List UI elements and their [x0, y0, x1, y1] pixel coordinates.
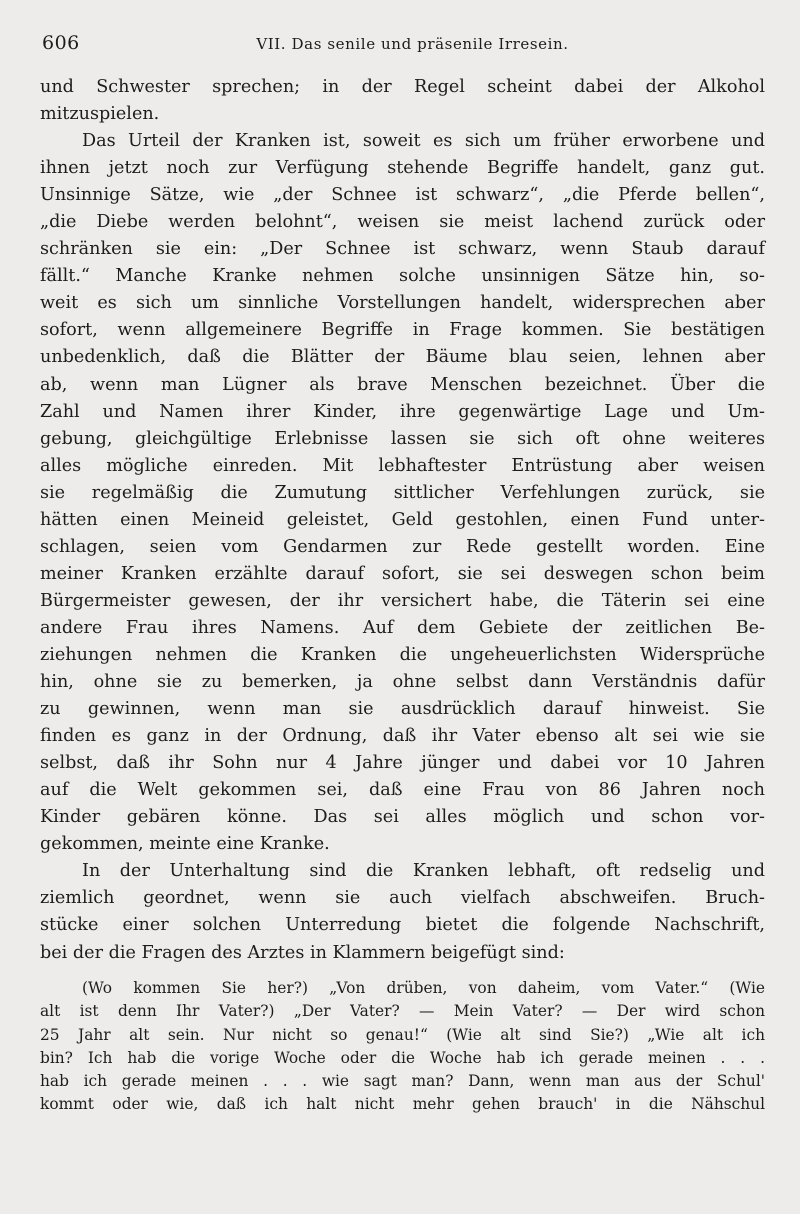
text-line: weit es sich um sinnliche Vorstellungen handelt, widersprechen aber: [40, 293, 765, 314]
running-head: VII. Das senile und präsenile Irresein.: [256, 35, 569, 53]
text-line: schlagen, seien vom Gendarmen zur Rede gestellt worden. Eine: [40, 536, 765, 557]
text-line: finden es ganz in der Ordnung, daß ihr Vater ebenso alt sei wie sie: [40, 726, 765, 747]
text-line: selbst, daß ihr Sohn nur 4 Jahre jünger und dabei vor 10 Jahren: [40, 753, 765, 774]
text-line: Bürgermeister gewesen, der ihr versichert habe, die Täterin sei eine: [40, 590, 765, 611]
text-line: Das Urteil der Kranken ist, soweit es sich um früher erworbene und: [82, 131, 765, 152]
text-line: fällt.“ Manche Kranke nehmen solche unsinnigen Sätze hin, so-: [40, 266, 765, 287]
text-line: auf die Welt gekommen sei, daß eine Frau von 86 Jahren noch: [40, 780, 765, 801]
text-line: mitzuspielen.: [40, 104, 160, 125]
text-line: zu gewinnen, wenn man sie ausdrücklich darauf hinweist. Sie: [40, 699, 765, 720]
text-line: „die Diebe werden belohnt“, weisen sie meist lachend zurück oder: [40, 212, 765, 233]
transcript-line: kommt oder wie, daß ich halt nicht mehr gehen brauch' in die Nähschul: [40, 1095, 765, 1114]
text-line: ziehungen nehmen die Kranken die ungeheuerlichsten Widersprüche: [40, 644, 765, 665]
text-line: alles mögliche einreden. Mit lebhaftester Entrüstung aber weisen: [40, 455, 765, 476]
text-line: unbedenklich, daß die Blätter der Bäume blau seien, lehnen aber: [40, 347, 765, 368]
text-line: sofort, wenn allgemeinere Begriffe in Frage kommen. Sie bestätigen: [40, 320, 765, 341]
text-line: andere Frau ihres Namens. Auf dem Gebiete der zeitlichen Be-: [40, 617, 765, 638]
text-line: ab, wenn man Lügner als brave Menschen bezeichnet. Über die: [40, 374, 765, 395]
text-line: bei der die Fragen des Arztes in Klammern beigefügt sind:: [40, 942, 565, 963]
text-line: Zahl und Namen ihrer Kinder, ihre gegenwärtige Lage und Um-: [40, 401, 765, 422]
text-line: schränken sie ein: „Der Schnee ist schwarz, wenn Staub darauf: [40, 239, 765, 260]
transcript-line: hab ich gerade meinen . . . wie sagt man? Dann, wenn man aus der Schul': [40, 1072, 765, 1091]
interview-transcript: [40, 977, 765, 1117]
page-number: 606: [42, 32, 80, 54]
text-line: In der Unterhaltung sind die Kranken lebhaft, oft redselig und: [82, 861, 765, 882]
page-header: [40, 32, 765, 58]
transcript-line: 25 Jahr alt sein. Nur nicht so genau!“ (Wie alt sind Sie?) „Wie alt ich: [40, 1025, 765, 1044]
text-line: hin, ohne sie zu bemerken, ja ohne selbst dann Verständnis dafür: [40, 672, 765, 693]
transcript-line: (Wo kommen Sie her?) „Von drüben, von daheim, vom Vater.“ (Wie: [82, 979, 765, 997]
transcript-line: alt ist denn Ihr Vater?) „Der Vater? — Mein Vater? — Der wird schon: [40, 1002, 765, 1021]
text-line: hätten einen Meineid geleistet, Geld gestohlen, einen Fund unter-: [40, 509, 765, 530]
text-line: gekommen, meinte eine Kranke.: [40, 834, 330, 855]
text-line: meiner Kranken erzählte darauf sofort, sie sei deswegen schon beim: [40, 563, 765, 584]
text-line: Unsinnige Sätze, wie „der Schnee ist schwarz“, „die Pferde bellen“,: [40, 185, 765, 206]
text-line: sie regelmäßig die Zumutung sittlicher Verfehlungen zurück, sie: [40, 482, 765, 503]
text-line: stücke einer solchen Unterredung bietet die folgende Nachschrift,: [40, 915, 765, 936]
text-line: ihnen jetzt noch zur Verfügung stehende Begriffe handelt, ganz gut.: [40, 158, 765, 179]
transcript-line: bin? Ich hab die vorige Woche oder die Woche hab ich gerade meinen . . .: [40, 1048, 765, 1067]
text-line: ziemlich geordnet, wenn sie auch vielfach abschweifen. Bruch-: [40, 888, 765, 909]
text-line: Kinder gebären könne. Das sei alles möglich und schon vor-: [40, 807, 765, 828]
text-line: und Schwester sprechen; in der Regel scheint dabei der Alkohol: [40, 77, 765, 97]
text-line: gebung, gleichgültige Erlebnisse lassen sie sich oft ohne weiteres: [40, 428, 765, 449]
main-text: [40, 74, 765, 967]
